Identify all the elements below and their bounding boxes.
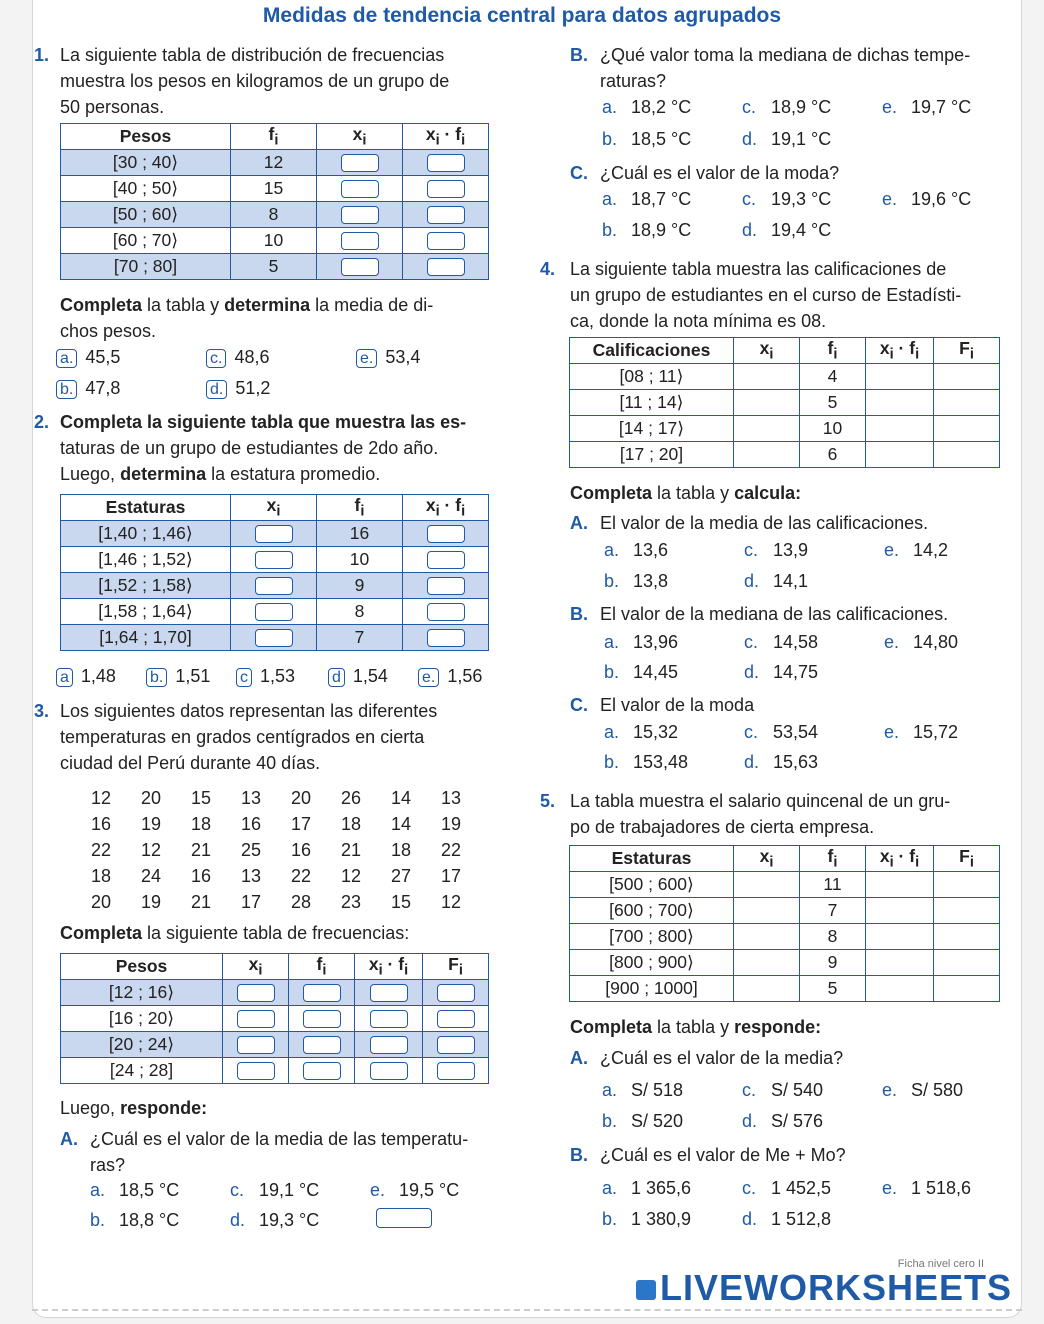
q4a-option-d[interactable]: d. 14,1 <box>744 571 809 591</box>
q1-option-e[interactable]: e. 53,4 <box>356 347 420 368</box>
q2-option-e[interactable]: e. 1,56 <box>418 666 482 687</box>
q4c-option-a[interactable]: a. 15,32 <box>604 722 679 742</box>
table-row: [1,40 ; 1,46⟩ 16 <box>61 521 489 547</box>
answer-box[interactable] <box>237 1010 275 1028</box>
table-row: [600 ; 700⟩ 7 <box>570 898 1000 924</box>
q3a-option-e[interactable]: e. 19,5 °C <box>370 1180 460 1200</box>
q5b-option-d[interactable]: d. 1 512,8 <box>742 1209 832 1229</box>
q5a-option-a[interactable]: a. S/ 518 <box>602 1080 684 1100</box>
q3-question-b: B. ¿Qué valor toma la mediana de dichas tempe- raturas? <box>570 45 971 91</box>
answer-box[interactable] <box>437 1062 475 1080</box>
q3a-option-c[interactable]: c. 19,1 °C <box>230 1180 320 1200</box>
table-row: [50 ; 60⟩ 8 <box>61 202 489 228</box>
table-row: [1,46 ; 1,52⟩ 10 <box>61 547 489 573</box>
q5a-option-d[interactable]: d. S/ 576 <box>742 1111 824 1131</box>
q1-option-b[interactable]: b. 47,8 <box>56 378 120 399</box>
q4-question-c: C. El valor de la moda <box>570 695 755 715</box>
q5b-option-e[interactable]: e. 1 518,6 <box>882 1178 972 1198</box>
answer-box[interactable] <box>427 629 465 647</box>
q5a-option-b[interactable]: b. S/ 520 <box>602 1111 684 1131</box>
table-row: [1,52 ; 1,58⟩ 9 <box>61 573 489 599</box>
q4b-option-a[interactable]: a. 13,96 <box>604 632 679 652</box>
q4a-option-c[interactable]: c. 13,9 <box>744 540 809 560</box>
footer-faint-text: Ficha nivel cero II <box>897 1258 984 1270</box>
table-row: [12 ; 16⟩ <box>61 980 489 1006</box>
table-row: [20 ; 24⟩ <box>61 1032 489 1058</box>
q3b-option-e[interactable]: e. 19,7 °C <box>882 97 972 117</box>
q3c-option-e[interactable]: e. 19,6 °C <box>882 189 972 209</box>
data-row: 18 24 16 13 22 12 27 17 <box>90 866 462 886</box>
answer-box[interactable] <box>427 206 465 224</box>
q4-number: 4. <box>540 259 556 279</box>
q5-number: 5. <box>540 791 556 811</box>
q4-question-a: A. El valor de la media de las calificaciones. <box>570 513 929 533</box>
table-row: [500 ; 600⟩ 11 <box>570 872 1000 898</box>
q1-instruction: Completa la tabla y determina la media de di- chos pesos. <box>60 295 434 341</box>
table-row: [11 ; 14⟩ 5 <box>570 390 1000 416</box>
q2-option-b[interactable]: b. 1,51 <box>146 666 210 687</box>
answer-box[interactable] <box>427 525 465 543</box>
page-bottom-divider <box>32 1309 1022 1311</box>
q3b-option-a[interactable]: a. 18,2 °C <box>602 97 692 117</box>
q3a-answer-box[interactable] <box>376 1207 432 1228</box>
answer-box[interactable] <box>370 1010 408 1028</box>
answer-box[interactable] <box>427 577 465 595</box>
q5a-option-e[interactable]: e. S/ 580 <box>882 1080 964 1100</box>
q1-option-d[interactable]: d. 51,2 <box>206 378 270 399</box>
q3-question-a: A. ¿Cuál es el valor de la media de las temperatu- ras? <box>60 1129 469 1175</box>
table-row: [14 ; 17⟩ 10 <box>570 416 1000 442</box>
q5b-option-a[interactable]: a. 1 365,6 <box>602 1178 692 1198</box>
q2-number: 2. <box>34 412 50 432</box>
answer-box[interactable] <box>303 1010 341 1028</box>
q5-table <box>569 845 1000 1002</box>
data-row: 16 19 18 16 17 18 14 19 <box>90 814 462 834</box>
page-title: Medidas de tendencia central para datos agrupados <box>262 4 782 27</box>
q3c-option-a[interactable]: a. 18,7 °C <box>602 189 692 209</box>
q2-statement: 2. Completa la siguiente tabla que muestra las es- taturas de un grupo de estudiantes de 2do año. Luego, determina la estatura promedio. <box>34 409 504 487</box>
answer-box[interactable] <box>237 1062 275 1080</box>
answer-box[interactable] <box>427 180 465 198</box>
answer-box[interactable] <box>437 1036 475 1054</box>
q5-question-a: A. ¿Cuál es el valor de la media? <box>570 1048 844 1068</box>
answer-box[interactable] <box>255 603 293 621</box>
q3c-option-b[interactable]: b. 18,9 °C <box>602 220 692 240</box>
answer-box[interactable] <box>437 984 475 1002</box>
q4-table <box>569 337 1000 468</box>
q3b-option-b[interactable]: b. 18,5 °C <box>602 129 692 149</box>
q4c-option-d[interactable]: d. 15,63 <box>744 752 819 772</box>
q4a-option-a[interactable]: a. 13,6 <box>604 540 669 560</box>
answer-box[interactable] <box>370 1062 408 1080</box>
q4-table-header: Calificaciones $x_i$ $f_i$ $x_i \cdot f_i$ $F_i$ <box>570 338 1000 364</box>
answer-box[interactable] <box>341 232 379 250</box>
answer-box[interactable] <box>255 629 293 647</box>
q3-number: 3. <box>34 701 50 721</box>
table-row: [60 ; 70⟩ 10 <box>61 228 489 254</box>
answer-box[interactable] <box>303 1062 341 1080</box>
answer-box[interactable] <box>341 180 379 198</box>
q4c-option-c[interactable]: c. 53,54 <box>744 722 819 742</box>
q4c-option-b[interactable]: b. 153,48 <box>604 752 689 772</box>
q2-option-a[interactable]: a 1,48 <box>56 666 116 687</box>
q5b-option-b[interactable]: b. 1 380,9 <box>602 1209 692 1229</box>
table-row: [16 ; 20⟩ <box>61 1006 489 1032</box>
q5a-option-c[interactable]: c. S/ 540 <box>742 1080 824 1100</box>
q3a-option-d[interactable]: d. 19,3 °C <box>230 1210 320 1230</box>
answer-box[interactable] <box>255 525 293 543</box>
q3b-option-d[interactable]: d. 19,1 °C <box>742 129 832 149</box>
answer-box[interactable] <box>255 551 293 569</box>
data-row: 22 12 21 25 16 21 18 22 <box>90 840 462 860</box>
answer-box[interactable] <box>341 258 379 276</box>
q1-table <box>60 123 489 280</box>
q3-question-c: C. ¿Cuál es el valor de la moda? <box>570 163 840 183</box>
table-row: [08 ; 11⟩ 4 <box>570 364 1000 390</box>
q5-question-b: B. ¿Cuál es el valor de Me + Mo? <box>570 1145 846 1165</box>
answer-box[interactable] <box>237 984 275 1002</box>
answer-box[interactable] <box>370 1036 408 1054</box>
answer-box[interactable] <box>427 258 465 276</box>
table-row: [800 ; 900⟩ 9 <box>570 950 1000 976</box>
table-row: [70 ; 80] 5 <box>61 254 489 280</box>
table-row: [1,58 ; 1,64⟩ 8 <box>61 599 489 625</box>
q5-instruction: Completa la tabla y responde: <box>570 1017 822 1037</box>
data-row: 20 19 21 17 28 23 15 12 <box>90 892 462 912</box>
q3-instruction: Completa la siguiente tabla de frecuencias: <box>60 923 410 943</box>
answer-box[interactable] <box>427 232 465 250</box>
q4-instruction: Completa la tabla y calcula: <box>570 483 802 503</box>
q3a-option-b[interactable]: b. 18,8 °C <box>90 1210 180 1230</box>
q1-number: 1. <box>34 45 50 65</box>
liveworksheets-logo-icon <box>636 1280 656 1300</box>
answer-box[interactable] <box>370 984 408 1002</box>
data-row: 12 20 15 13 20 26 14 13 <box>90 788 462 808</box>
q4b-option-e[interactable]: e. 14,80 <box>884 632 959 652</box>
answer-box[interactable] <box>427 551 465 569</box>
table-row: [17 ; 20] 6 <box>570 442 1000 468</box>
table-row: [1,64 ; 1,70] 7 <box>61 625 489 651</box>
answer-box[interactable] <box>237 1036 275 1054</box>
q2-table <box>60 494 489 651</box>
answer-box[interactable] <box>255 577 293 595</box>
q5b-option-c[interactable]: c. 1 452,5 <box>742 1178 832 1198</box>
q1-statement: 1. La siguiente tabla de distribución de frecuencias muestra los pesos en kilogramos de un grupo de 50 personas. <box>34 42 494 120</box>
q5-statement: 5. La tabla muestra el salario quincenal de un gru- po de trabajadores de cierta empresa. <box>540 788 1010 840</box>
q4a-option-e[interactable]: e. 14,2 <box>884 540 949 560</box>
q3a-option-a[interactable]: a. 18,5 °C <box>90 1180 180 1200</box>
q2-option-c[interactable]: c 1,53 <box>236 666 295 687</box>
q3b-option-c[interactable]: c. 18,9 °C <box>742 97 832 117</box>
table-row: [30 ; 40⟩ 12 <box>61 150 489 176</box>
q3-table <box>60 953 489 1084</box>
q4a-option-b[interactable]: b. 13,8 <box>604 571 669 591</box>
answer-box[interactable] <box>303 984 341 1002</box>
q3c-option-d[interactable]: d. 19,4 °C <box>742 220 832 240</box>
answer-box[interactable] <box>427 603 465 621</box>
q2-option-d[interactable]: d 1,54 <box>328 666 388 687</box>
table-row: [700 ; 800⟩ 8 <box>570 924 1000 950</box>
answer-box[interactable] <box>303 1036 341 1054</box>
answer-box[interactable] <box>437 1010 475 1028</box>
q4-question-b: B. El valor de la mediana de las calificaciones. <box>570 604 949 624</box>
q4b-option-b[interactable]: b. 14,45 <box>604 662 679 682</box>
table-row: [24 ; 28] <box>61 1058 489 1084</box>
table-row: [900 ; 1000] 5 <box>570 976 1000 1002</box>
q1-option-a[interactable]: a. 45,5 <box>56 347 120 368</box>
q3-luego: Luego, responde: <box>60 1098 208 1118</box>
q4-statement: 4. La siguiente tabla muestra las calificaciones de un grupo de estudiantes en el curso de Estadísti- ca, donde la nota mínima es 08. <box>540 256 1010 334</box>
liveworksheets-logo[interactable]: LIVEWORKSHEETS <box>636 1267 1012 1309</box>
q4c-option-e[interactable]: e. 15,72 <box>884 722 959 742</box>
answer-box[interactable] <box>341 154 379 172</box>
q3c-option-c[interactable]: c. 19,3 °C <box>742 189 832 209</box>
answer-box[interactable] <box>427 154 465 172</box>
q2-table-header: Estaturas $x_i$ $f_i$ $x_i \cdot f_i$ <box>61 495 489 521</box>
q3-statement: 3. Los siguientes datos representan las diferentes temperaturas en grados centígrados en cierta ciudad del Perú durante 40 días. <box>34 698 494 776</box>
table-row: [40 ; 50⟩ 15 <box>61 176 489 202</box>
q1-table-header: Pesos $f_i$ $x_i$ $x_i \cdot f_i$ <box>61 124 489 150</box>
answer-box[interactable] <box>341 206 379 224</box>
q3-table-header: Pesos $x_i$ $f_i$ $x_i \cdot f_i$ $F_i$ <box>61 954 489 980</box>
q1-option-c[interactable]: c. 48,6 <box>206 347 270 368</box>
q5-table-header: Estaturas $x_i$ $f_i$ $x_i \cdot f_i$ $F_i$ <box>570 846 1000 872</box>
q4b-option-c[interactable]: c. 14,58 <box>744 632 819 652</box>
q4b-option-d[interactable]: d. 14,75 <box>744 662 819 682</box>
